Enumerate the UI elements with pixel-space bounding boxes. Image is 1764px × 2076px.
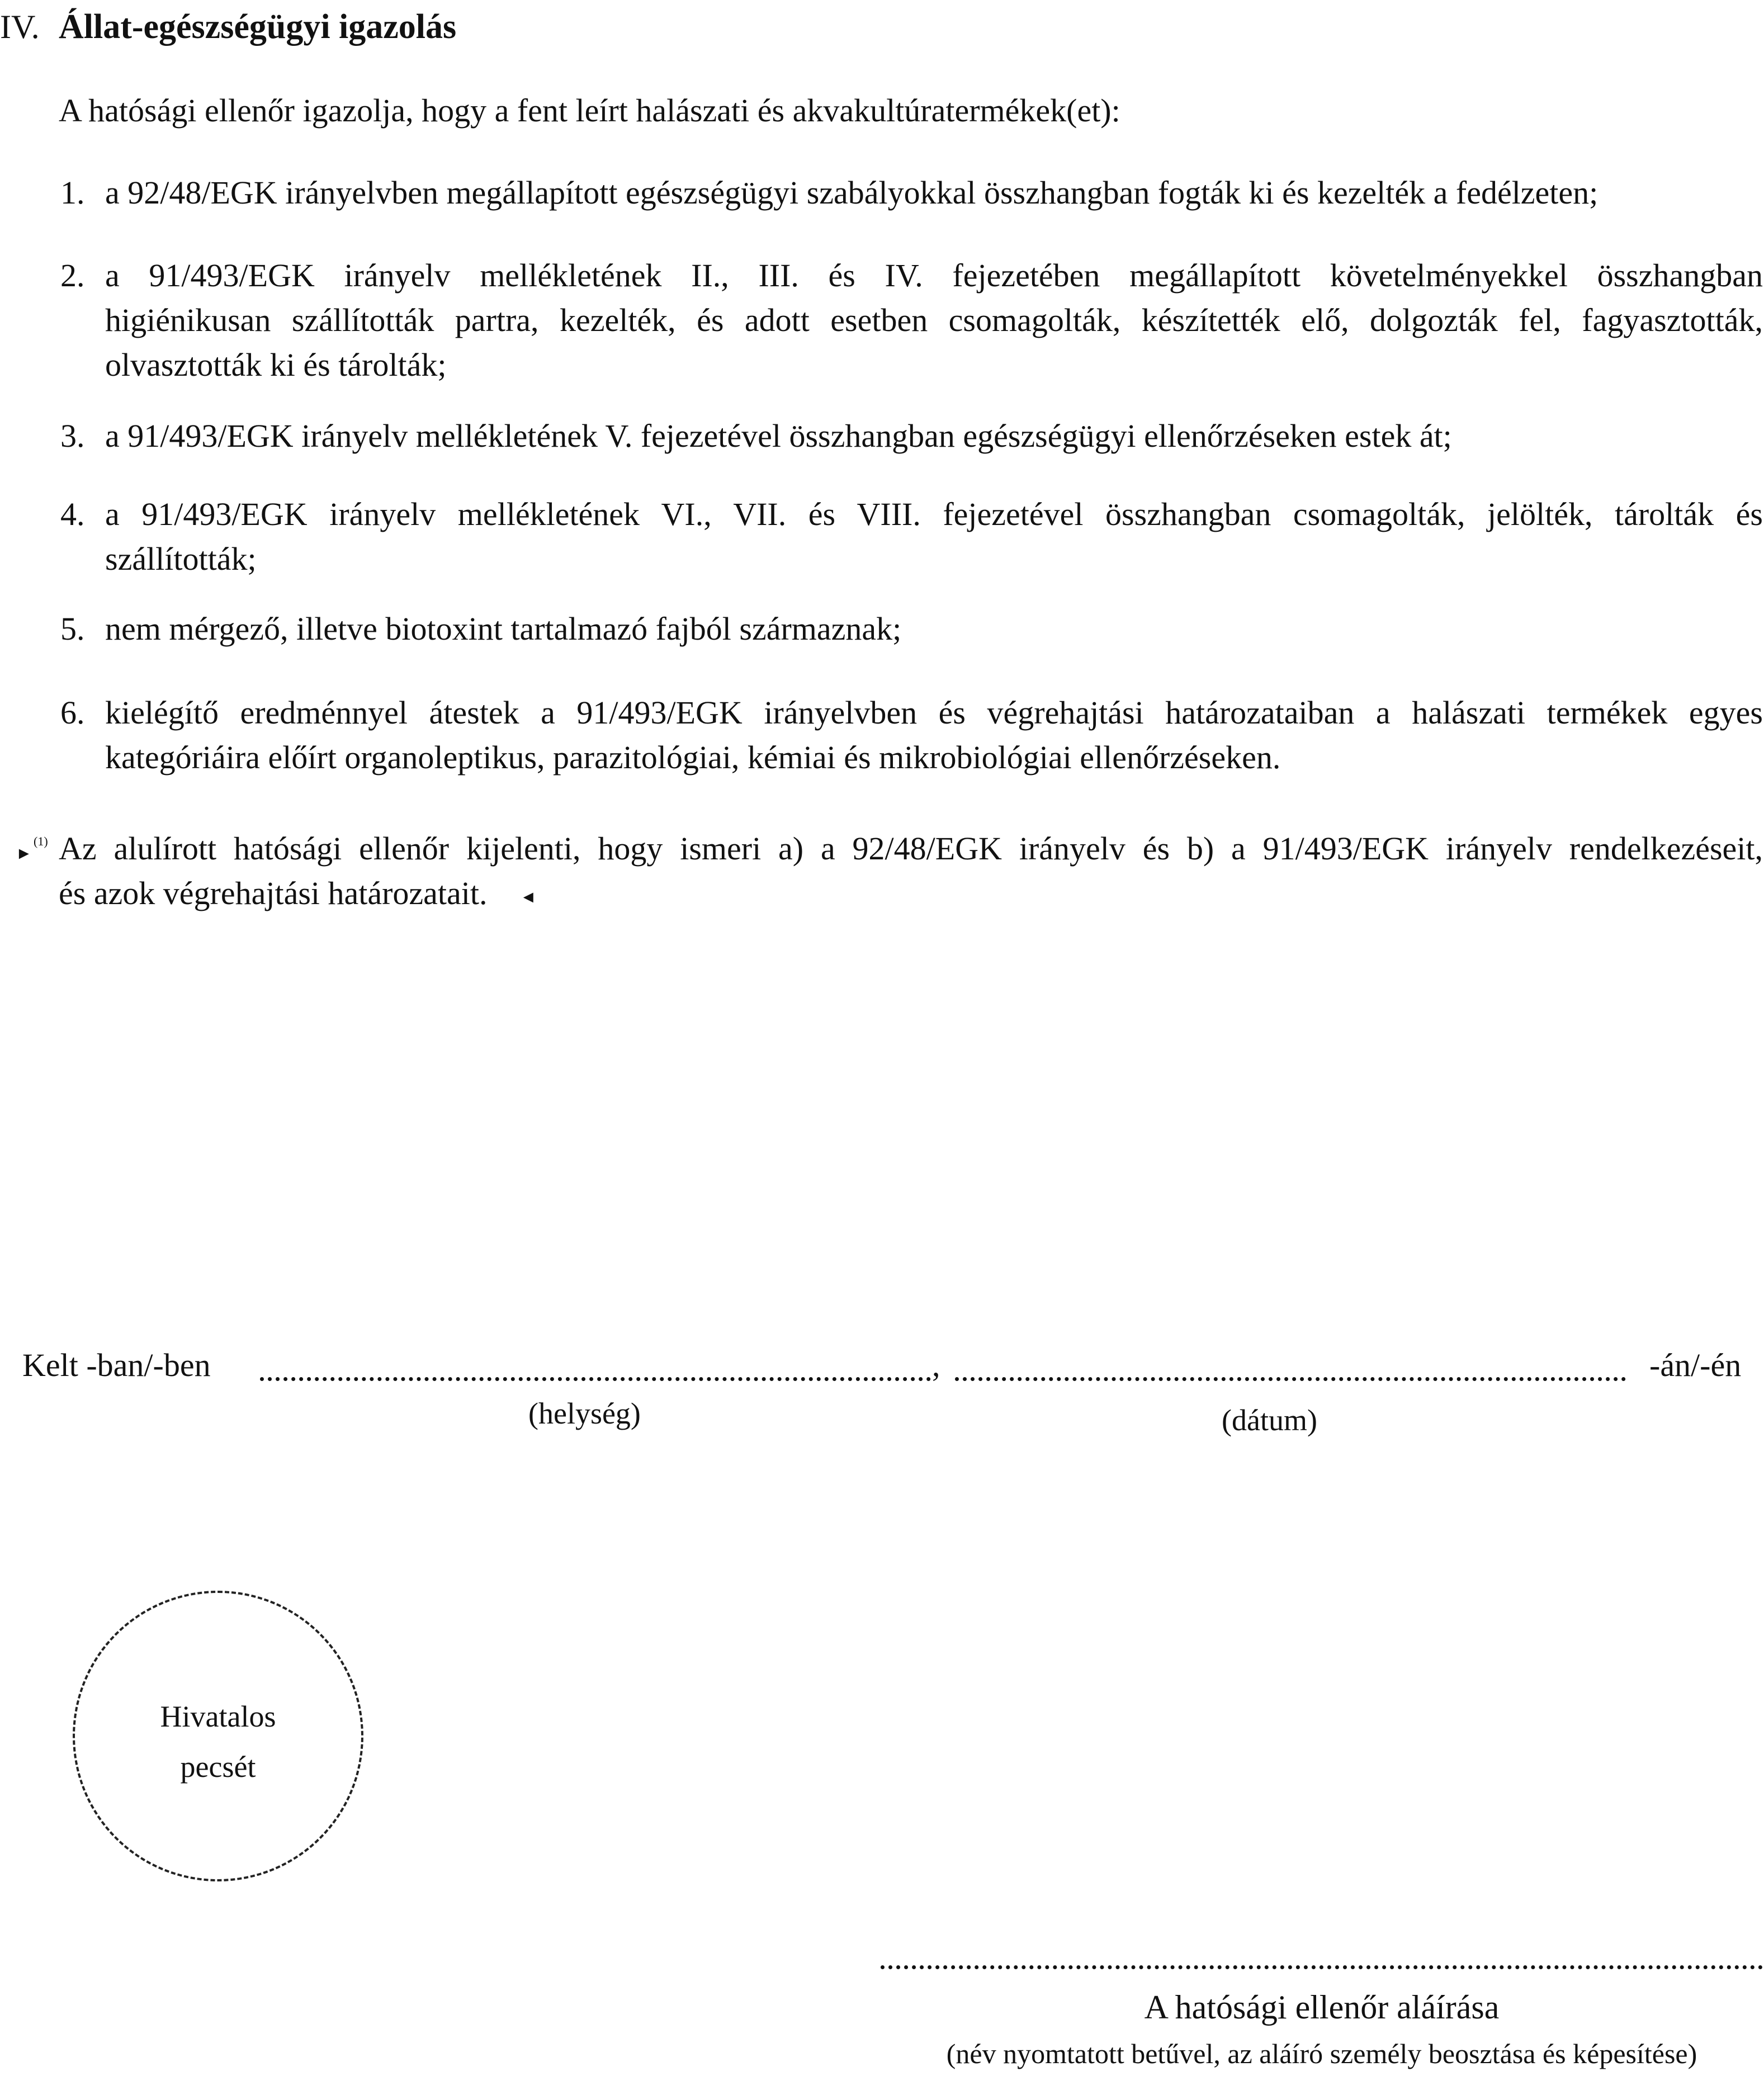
place-caption: (helység) [528, 1397, 641, 1430]
date-caption: (dátum) [1222, 1403, 1317, 1437]
item-text-line: a 91/493/EGK irányelv mellékletének VI., VII. és VIII. fejezetével összhangban csomagolták, jelölték, tárolták és [105, 496, 1763, 532]
item-number: 3. [60, 418, 85, 454]
amendment-end-marker: ◄ [520, 888, 537, 906]
section-number: IV. [0, 8, 40, 45]
signature-label: A hatósági ellenőr aláírása [1144, 1989, 1500, 2026]
footnote-reference: (1) [34, 834, 48, 848]
item-text-line: olvasztották ki és tárolták; [105, 347, 447, 383]
item-text-line: kielégítő eredménnyel átestek a 91/493/EGK irányelvben és végrehajtási határozataiban a halászati termékek egyes [105, 694, 1763, 731]
item-text-line: a 91/493/EGK irányelv mellékletének V. fejezetével összhangban egészségügyi ellenőrzéseken estek át; [105, 418, 1452, 454]
place-dotted-line [260, 1377, 931, 1381]
amendment-text-line: és azok végrehajtási határozatait. [59, 875, 488, 911]
place-date-suffix: -án/-én [1649, 1347, 1742, 1383]
date-dotted-line [955, 1377, 1626, 1381]
item-text-line: szállították; [105, 541, 257, 577]
signature-note: (név nyomtatott betűvel, az aláíró személy beosztása és képesítése) [946, 2038, 1697, 2069]
intro-text: A hatósági ellenőr igazolja, hogy a fent leírt halászati és akvakultúratermékek(et): [59, 92, 1120, 129]
place-date-prefix: Kelt -ban/-ben [22, 1347, 211, 1383]
amendment-start-marker: ► [16, 844, 32, 863]
item-text-line: kategóriáira előírt organoleptikus, parazitológiai, kémiai és mikrobiológiai ellenőrzéseken. [105, 739, 1281, 775]
signature-dotted-line [881, 1965, 1763, 1969]
item-number: 1. [60, 174, 85, 211]
item-text-line: nem mérgező, illetve biotoxint tartalmazó fajból származnak; [105, 611, 902, 647]
item-number: 5. [60, 611, 85, 647]
section-title: Állat-egészségügyi igazolás [59, 8, 457, 46]
item-number: 4. [60, 496, 85, 532]
item-text-line: a 91/493/EGK irányelv mellékletének II., III. és IV. fejezetében megállapított követelményekkel összhangban [105, 257, 1763, 294]
item-text-line: higiénikusan szállították partra, kezelték, és adott esetben csomagolták, készítették elő, dolgozták fel, fagyasztották, [105, 302, 1763, 338]
stamp-label-line1: Hivatalos [160, 1700, 276, 1733]
item-number: 6. [60, 694, 85, 731]
amendment-text-line: Az alulírott hatósági ellenőr kijelenti, hogy ismeri a) a 92/48/EGK irányelv és b) a 91/493/EGK irányelv rendelkezéseit, [59, 830, 1763, 867]
item-number: 2. [60, 257, 85, 294]
stamp-label-line2: pecsét [180, 1750, 256, 1784]
item-text-line: a 92/48/EGK irányelvben megállapított egészségügyi szabályokkal összhangban fogták ki és kezelték a fedélzeten; [105, 174, 1599, 211]
place-date-comma: , [932, 1347, 940, 1383]
